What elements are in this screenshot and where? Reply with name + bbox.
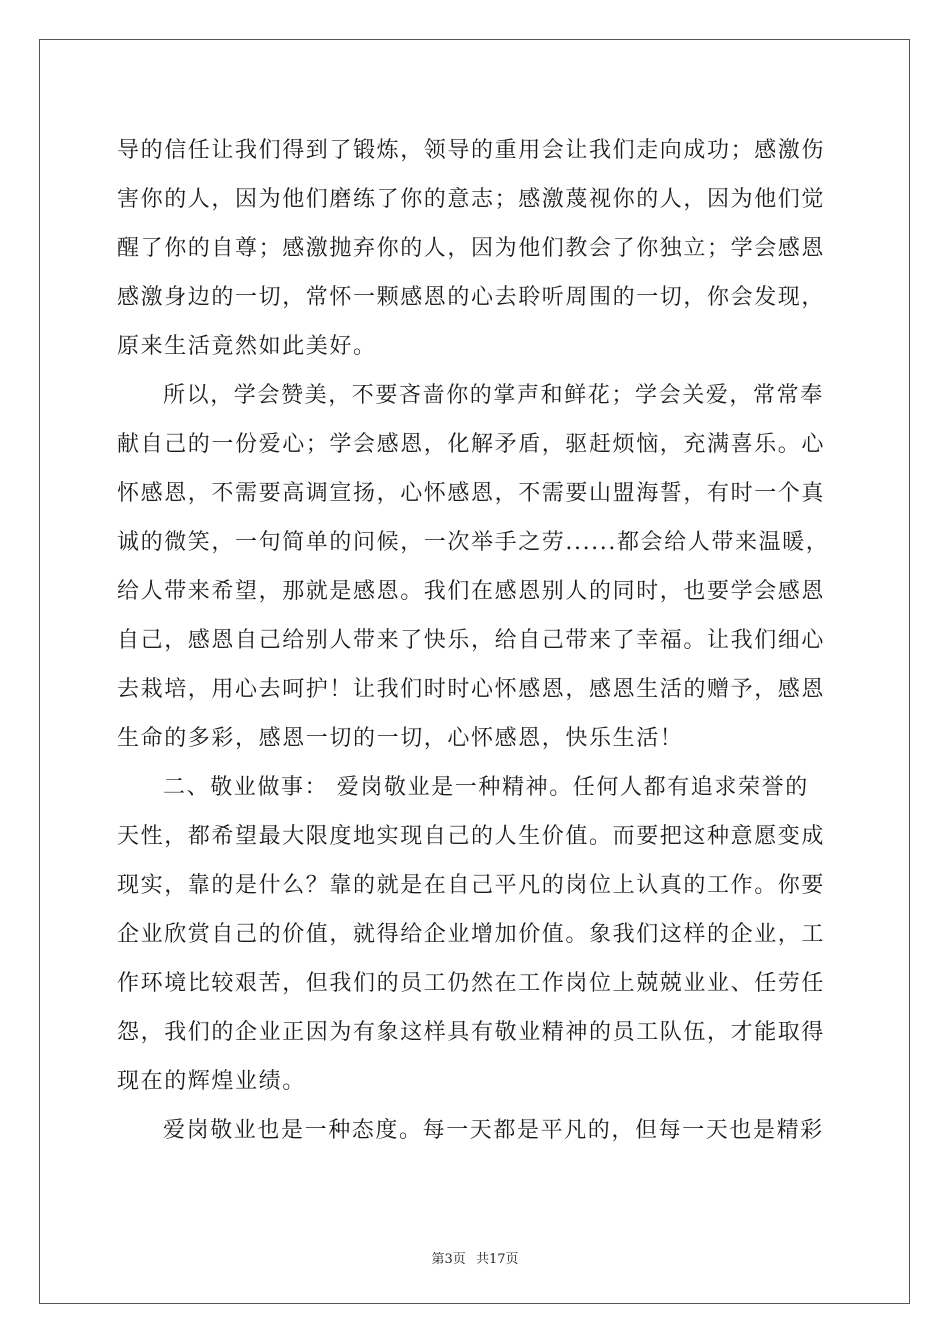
text-line: 怨，我们的企业正因为有象这样具有敬业精神的员工队伍，才能取得	[117, 1020, 826, 1045]
paragraph-4	[117, 1106, 833, 1155]
document-body	[117, 126, 833, 1155]
text-line: 导的信任让我们得到了锻炼，领导的重用会让我们走向成功；感激伤	[117, 138, 826, 163]
text-line: 爱岗敬业也是一种态度。每一天都是平凡的，但每一天也是精彩	[163, 1118, 824, 1143]
paragraph-1	[117, 126, 833, 371]
text-line: 醒了你的自尊；感激抛弃你的人，因为他们教会了你独立；学会感恩	[117, 236, 826, 261]
text-line: 作环境比较艰苦，但我们的员工仍然在工作岗位上兢兢业业、任劳任	[117, 971, 826, 996]
page-footer	[0, 1248, 950, 1267]
page-total: 共17页	[475, 1252, 519, 1267]
text-line: 现实，靠的是什么？靠的就是在自己平凡的岗位上认真的工作。你要	[117, 873, 826, 898]
text-line: 原来生活竟然如此美好。	[117, 334, 377, 359]
text-line: 诚的微笑，一句简单的问候，一次举手之劳......都会给人带来温暖，	[117, 530, 830, 555]
text-line: 现在的辉煌业绩。	[117, 1069, 306, 1094]
text-line: 企业欣赏自己的价值，就得给企业增加价值。象我们这样的企业，工	[117, 922, 826, 947]
text-line: 献自己的一份爱心；学会感恩，化解矛盾，驱赶烦恼，充满喜乐。心	[117, 432, 826, 457]
text-line: 给人带来希望，那就是感恩。我们在感恩别人的同时，也要学会感恩	[117, 579, 826, 604]
text-line: 天性，都希望最大限度地实现自己的人生价值。而要把这种意愿变成	[117, 824, 826, 849]
text-line: 怀感恩，不需要高调宣扬，心怀感恩，不需要山盟海誓，有时一个真	[117, 481, 826, 506]
text-line: 害你的人，因为他们磨练了你的意志；感激蔑视你的人，因为他们觉	[117, 187, 826, 212]
paragraph-2	[117, 371, 833, 763]
text-line: 自己，感恩自己给别人带来了快乐，给自己带来了幸福。让我们细心	[117, 628, 826, 653]
page-number: 第3页	[431, 1252, 466, 1267]
text-line: 所以，学会赞美，不要吝啬你的掌声和鲜花；学会关爱，常常奉	[163, 383, 824, 408]
text-line: 生命的多彩，感恩一切的一切，心怀感恩，快乐生活！	[117, 726, 684, 751]
text-line: 二、敬业做事： 爱岗敬业是一种精神。任何人都有追求荣誉的	[163, 775, 809, 800]
text-line: 感激身边的一切，常怀一颗感恩的心去聆听周围的一切，你会发现，	[117, 285, 826, 310]
paragraph-3	[117, 763, 833, 1106]
text-line: 去栽培，用心去呵护！让我们时时心怀感恩，感恩生活的赠予，感恩	[117, 677, 826, 702]
